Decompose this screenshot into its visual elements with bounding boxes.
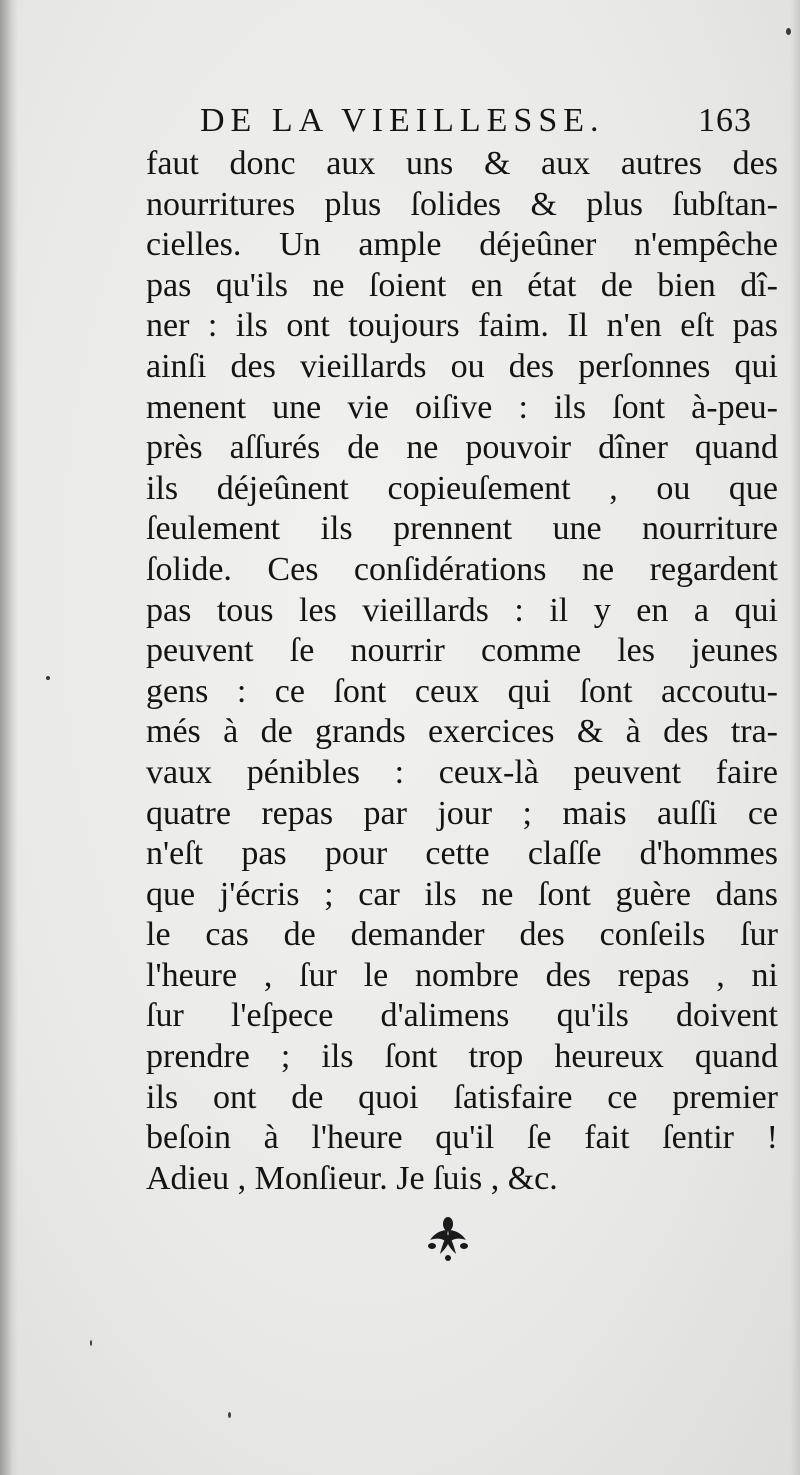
text-line: gens : ce ſont ceux qui ſont accoutu- — [146, 672, 778, 710]
text-line: beſoin à l'heure qu'il ſe fait ſentir ! — [146, 1119, 778, 1157]
text-line: prendre ; ils ſont trop heureux quand — [146, 1038, 778, 1076]
text-line: cielles. Un ample déjeûner n'empêche — [146, 226, 778, 264]
text-line: ſolide. Ces conſidérations ne regardent — [146, 550, 778, 588]
page-edge-shadow — [790, 0, 800, 1475]
text-line: quatre repas par jour ; mais auſſi ce — [146, 794, 778, 832]
text-line: ainſi des vieillards ou des perſonnes qui — [146, 347, 778, 385]
text-line: pas qu'ils ne ſoient en état de bien dî- — [146, 266, 778, 304]
running-head-title: DE LA VIEILLESSE. — [200, 102, 605, 139]
text-line: près aſſurés de ne pouvoir dîner quand — [146, 429, 778, 467]
ink-speck — [228, 1412, 231, 1418]
text-line-last: Adieu , Monſieur. Je ſuis , &c. — [146, 1159, 558, 1197]
text-line: ſur l'eſpece d'alimens qu'ils doivent — [146, 997, 778, 1035]
running-head — [200, 98, 780, 144]
ink-speck — [786, 28, 791, 35]
text-line: n'eſt pas pour cette claſſe d'hommes — [146, 835, 778, 873]
page-number: 163 — [698, 102, 752, 139]
text-line: ils déjeûnent copieuſement , ou que — [146, 469, 778, 507]
text-line: ils ont de quoi ſatisfaire ce premier — [146, 1078, 778, 1116]
text-line: vaux pénibles : ceux-là peuvent faire — [146, 753, 778, 791]
ink-speck — [90, 1340, 92, 1346]
text-line: peuvent ſe nourrir comme les jeunes — [146, 632, 778, 670]
text-line: le cas de demander des conſeils ſur — [146, 916, 778, 954]
text-line: nourritures plus ſolides & plus ſubſtan- — [146, 185, 778, 223]
text-line: menent une vie oiſive : ils ſont à-peu- — [146, 388, 778, 426]
text-line: l'heure , ſur le nombre des repas , ni — [146, 956, 778, 994]
page-gutter-shadow — [0, 0, 18, 1475]
text-line: més à de grands exercices & à des tra- — [146, 713, 778, 751]
fleuron-icon — [418, 1216, 478, 1262]
text-line: ſeulement ils prennent une nourriture — [146, 510, 778, 548]
body-text — [146, 144, 778, 1199]
text-line: ner : ils ont toujours faim. Il n'en eſt pas — [146, 307, 778, 345]
text-line: faut donc aux uns & aux autres des — [146, 145, 778, 182]
text-line: pas tous les vieillards : il y en a qui — [146, 591, 778, 629]
ink-speck — [46, 676, 50, 680]
text-line: que j'écris ; car ils ne ſont guère dans — [146, 875, 778, 913]
